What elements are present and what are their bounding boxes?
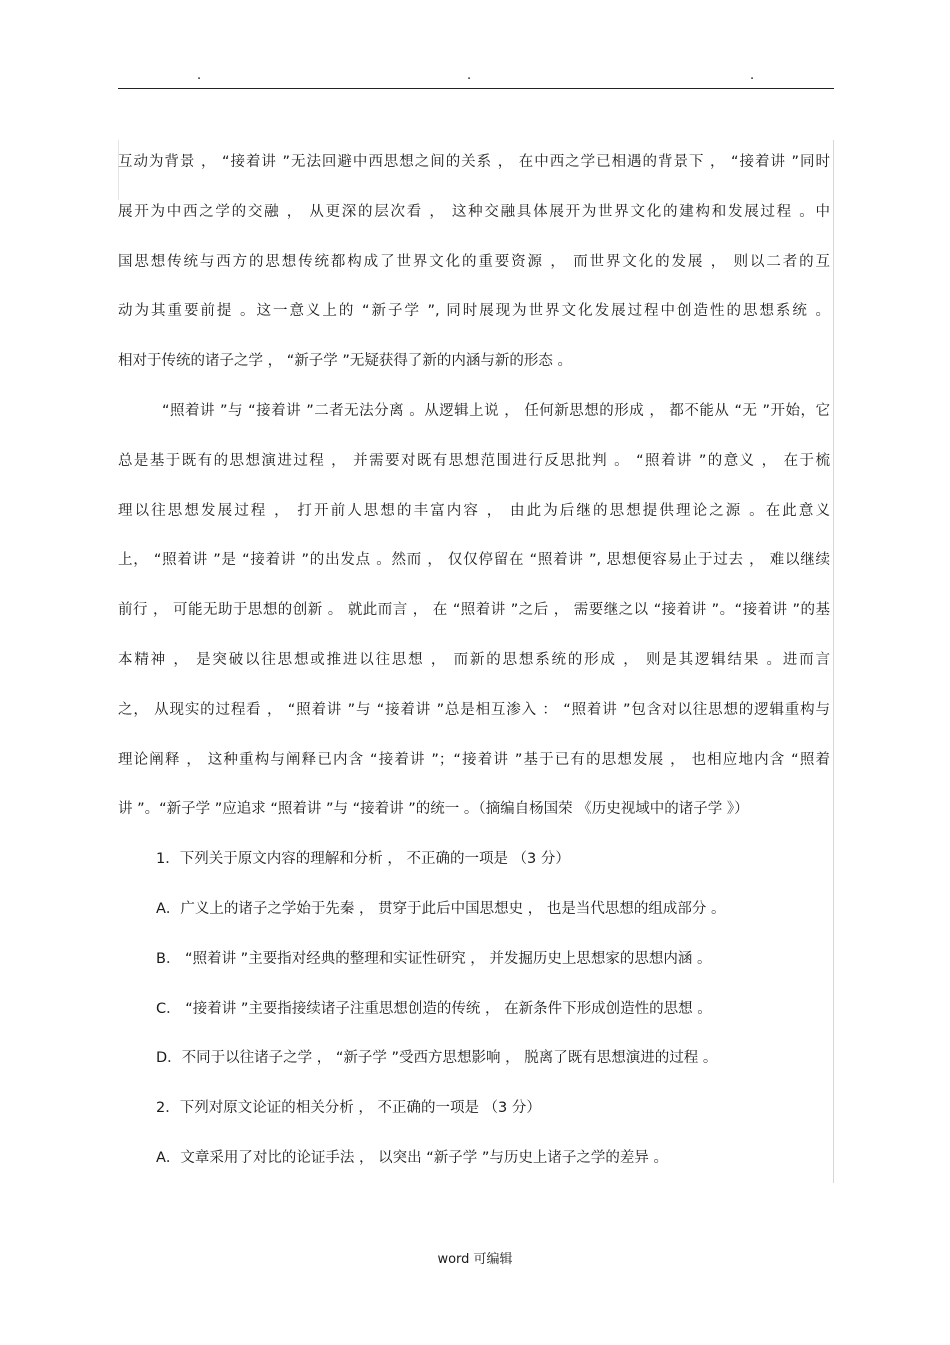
header-dot-center: .: [467, 68, 472, 83]
text-line: 上， “照着讲 ”是 “接着讲 ”的出发点 。然而 ， 仅仅停留在 “照着讲 ”, 思想便容易止于过去 ， 难以继续: [118, 552, 830, 569]
text-line: 动为其重要前提 。这一意义上的 “新子学 ”, 同时展现为世界文化发展过程中创造性的思想系统 。: [118, 303, 830, 320]
question-1-option-b: B． “照着讲 ”主要指对经典的整理和实证性研究 ， 并发掘历史上思想家的思想内涵 。: [156, 950, 712, 967]
header-rule: [118, 88, 834, 89]
page-header: [0, 66, 950, 86]
text-line: 本精神 ， 是突破以往思想或推进以往思想 ， 而新的思想系统的形成 ， 则是其逻辑结果 。进而言: [118, 651, 830, 668]
question-1-option-a: A．广义上的诸子之学始于先秦 ， 贯穿于此后中国思想史 ， 也是当代思想的组成部分 。: [156, 900, 726, 917]
page-footer: word 可编辑: [437, 1252, 513, 1267]
question-2: 2．下列对原文论证的相关分析 ， 不正确的一项是 （3 分）: [156, 1100, 541, 1117]
header-dot-right: .: [750, 68, 755, 83]
text-line: 之， 从现实的过程看 ， “照着讲 ”与 “接着讲 ”总是相互渗入 ： “照着讲 ”包含对以往思想的逻辑重构与: [118, 701, 830, 718]
text-line: 总是基于既有的思想演进过程 ， 并需要对既有思想范围进行反思批判 。 “照着讲 ”的意义 ， 在于梳: [118, 452, 830, 469]
question-1: 1．下列关于原文内容的理解和分析 ， 不正确的一项是 （3 分）: [156, 851, 570, 868]
margin-line-right: [833, 140, 834, 1183]
text-line: 理论阐释 ， 这种重构与阐释已内含 “接着讲 ”；“接着讲 ”基于已有的思想发展 ， 也相应地内含 “照着: [118, 751, 830, 768]
text-line: 国思想传统与西方的思想传统都构成了世界文化的重要资源 ， 而世界文化的发展 ， 则以二者的互: [118, 253, 830, 270]
document-body: [118, 150, 830, 1196]
paragraph-first-line: “照着讲 ”与 “接着讲 ”二者无法分离 。从逻辑上说 ， 任何新思想的形成 ， 都不能从 “无 ”开始，它: [162, 402, 830, 419]
text-line: 讲 ”。“新子学 ”应追求 “照着讲 ”与 “接着讲 ”的统一 。（摘编自杨国荣 《历史视域中的诸子学 》）: [118, 801, 749, 818]
question-2-option-a: A．文章采用了对比的论证手法 ， 以突出 “新子学 ”与历史上诸子之学的差异 。: [156, 1149, 668, 1166]
question-1-option-d: D．不同于以往诸子之学 ， “新子学 ”受西方思想影响 ， 脱离了既有思想演进的过程 。: [156, 1050, 718, 1067]
question-1-option-c: C． “接着讲 ”主要指接续诸子注重思想创造的传统 ， 在新条件下形成创造性的思想 。: [156, 1000, 712, 1017]
text-line: 展开为中西之学的交融 ， 从更深的层次看 ， 这种交融具体展开为世界文化的建构和发展过程 。中: [118, 203, 830, 220]
text-line: 相对于传统的诸子之学 ， “新子学 ”无疑获得了新的内涵与新的形态 。: [118, 353, 572, 370]
header-dot-left: .: [197, 68, 202, 83]
text-line: 互动为背景 ， “接着讲 ”无法回避中西思想之间的关系 ， 在中西之学已相遇的背景下 ， “接着讲 ”同时: [118, 154, 830, 170]
text-line: 前行 ， 可能无助于思想的创新 。 就此而言 ， 在 “照着讲 ”之后 ， 需要继之以 “接着讲 ”。“接着讲 ”的基: [118, 602, 830, 619]
text-line: 理以往思想发展过程 ， 打开前人思想的丰富内容 ， 由此为后继的思想提供理论之源 。在此意义: [118, 502, 830, 519]
